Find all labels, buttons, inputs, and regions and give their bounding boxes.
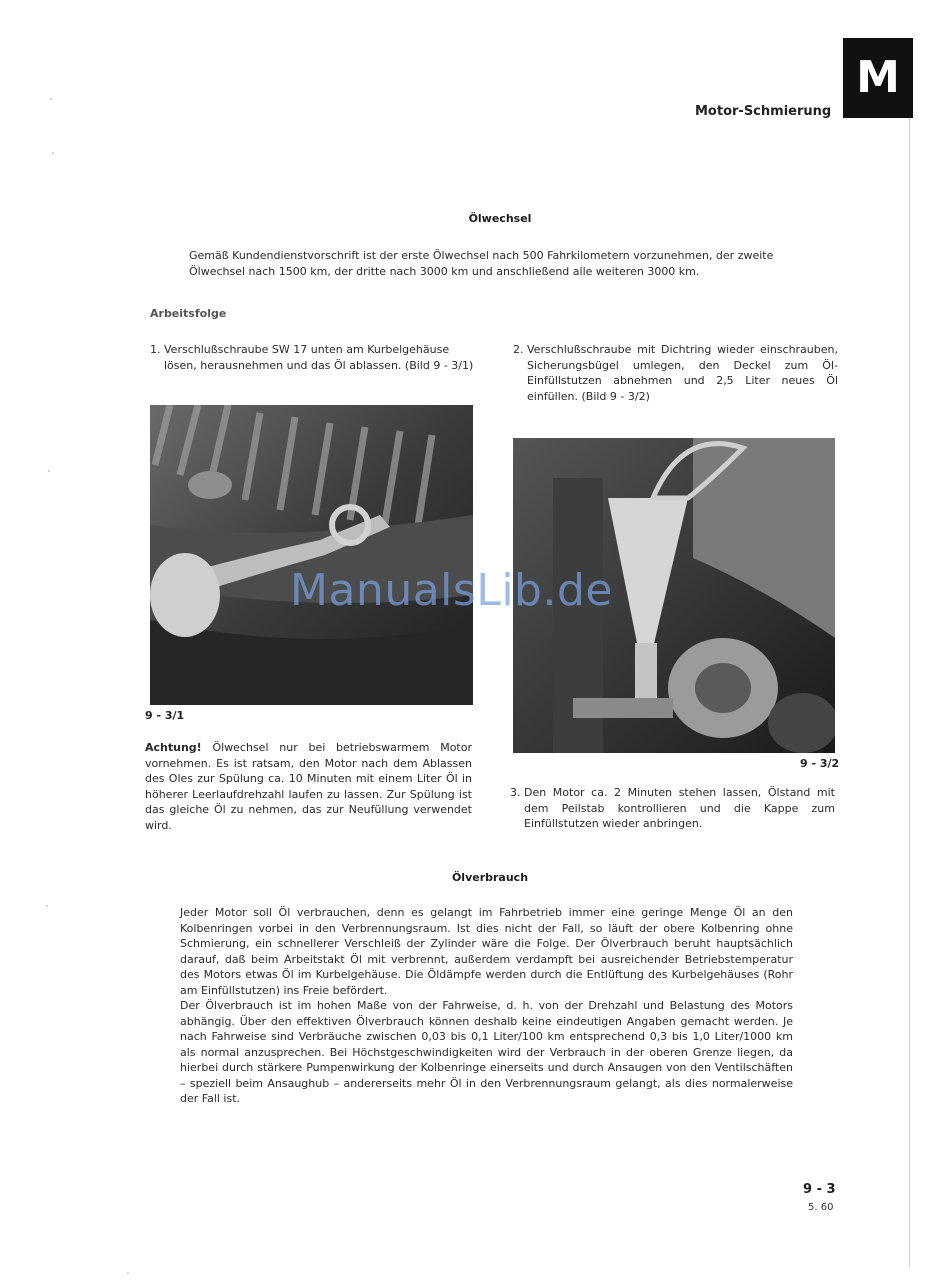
scan-speck [48,470,50,472]
step-2 [513,342,838,404]
scan-speck [46,905,48,907]
heading-oil-change: Ölwechsel [468,212,532,225]
step-1 [150,342,480,373]
step-3 [510,785,835,832]
watermark: ManualsLib.de [290,565,613,616]
intro-paragraph: Gemäß Kundendienstvorschrift ist der erste Ölwechsel nach 500 Fahrkilometern vorzunehmen, der zweite Ölwechsel nach 1500 km, der dritte nach 3000 km und anschließend alle weiteren 3000 km. [189,249,774,278]
step-3-text: Den Motor ca. 2 Minuten stehen lassen, Ölstand mit dem Peilstab kontrollieren und die Kappe zum Einfüllstutzen wieder anbringen. [524,786,835,830]
section-title: Motor-Schmierung [695,104,832,119]
page-edge-line [909,118,910,1268]
warning-text: Ölwechsel nur bei betriebswarmem Motor vornehmen. Es ist ratsam, den Motor nach dem Ablassen des Oles zur Spülung ca. 10 Minuten mit einem Liter Öl in höherer Leerlaufdrehzahl laufen zu lassen. Zur Spülung ist das gleiche Öl zu nehmen, das zur Neufüllung verwendet wird. [145,741,472,832]
scan-speck [127,1272,129,1274]
warning-label: Achtung! [145,741,202,754]
heading-oil-consumption: Ölverbrauch [451,871,529,884]
print-date: 5. 60 [808,1202,834,1213]
consumption-section [180,905,793,1107]
warning-note [145,740,472,833]
step-2-text: Verschlußschraube mit Dichtring wieder einschrauben, Sicherungsbügel umlegen, den Deckel zum Öl-Einfüllstutzen abnehmen und 2,5 Liter neues Öl einfüllen. (Bild 9 - 3/2) [527,343,838,403]
step-3-number: 3. [510,786,521,799]
consumption-paragraph-2: Der Ölverbrauch ist im hohen Maße von der Fahrweise, d. h. von der Drehzahl und Belastung des Motors abhängig. Über den effektiven Ölverbrauch können deshalb keine eindeutigen Angaben gemacht werden. Je nach Fahrweise sind Verbräuche zwischen 0,03 bis 0,1 Liter/100 km entsprechend 0,3 bis 1,0 Liter/1000 km als normal anzusprechen. Bei Höchstgeschwindigkeiten wird der Verbrauch in der oberen Grenze liegen, da hierbei durch stärkere Pumpenwirkung der Kolbenringe einerseits und durch Ansaugen von den Ventilschäften – speziell beim Ansaughub – andererseits mehr Öl in den Verbrennungsraum gelangt, als dies normalerweise der Fall ist. [180,999,793,1105]
scan-speck [50,98,52,100]
scan-speck [52,152,54,154]
step-1-text: Verschlußschraube SW 17 unten am Kurbelgehäuse lösen, herausnehmen und das Öl ablassen. (Bild 9 - 3/1) [164,343,474,372]
subheading-procedure: Arbeitsfolge [150,307,227,320]
step-1-number: 1. [150,343,161,356]
figure-1-caption: 9 - 3/1 [145,709,185,722]
consumption-paragraph-1: Jeder Motor soll Öl verbrauchen, denn es gelangt im Fahrbetrieb immer eine geringe Menge Öl an den Kolbenringen vorbei in den Verbrennungsraum. Ist dies nicht der Fall, so läuft der obere Kolbenring ohne Schmierung, ein schnellerer Verschleiß der Zylinder wäre die Folge. Der Ölverbrauch beruht hauptsächlich darauf, daß beim Arbeitstakt Öl mit verbrennt, außerdem verdampft bei ausreichender Betriebstemperatur des Motors etwas Öl im Kurbelgehäuse. Die Öldämpfe werden durch die Entlüftung des Kurbelgehäuses (Rohr am Einfüllstutzen) ins Freie befördert. [180,906,793,997]
step-2-number: 2. [513,343,524,356]
section-tab-m: M [843,38,913,118]
figure-2-caption: 9 - 3/2 [800,757,840,770]
photo-drain-plug [150,405,473,705]
page-number: 9 - 3 [803,1182,836,1197]
